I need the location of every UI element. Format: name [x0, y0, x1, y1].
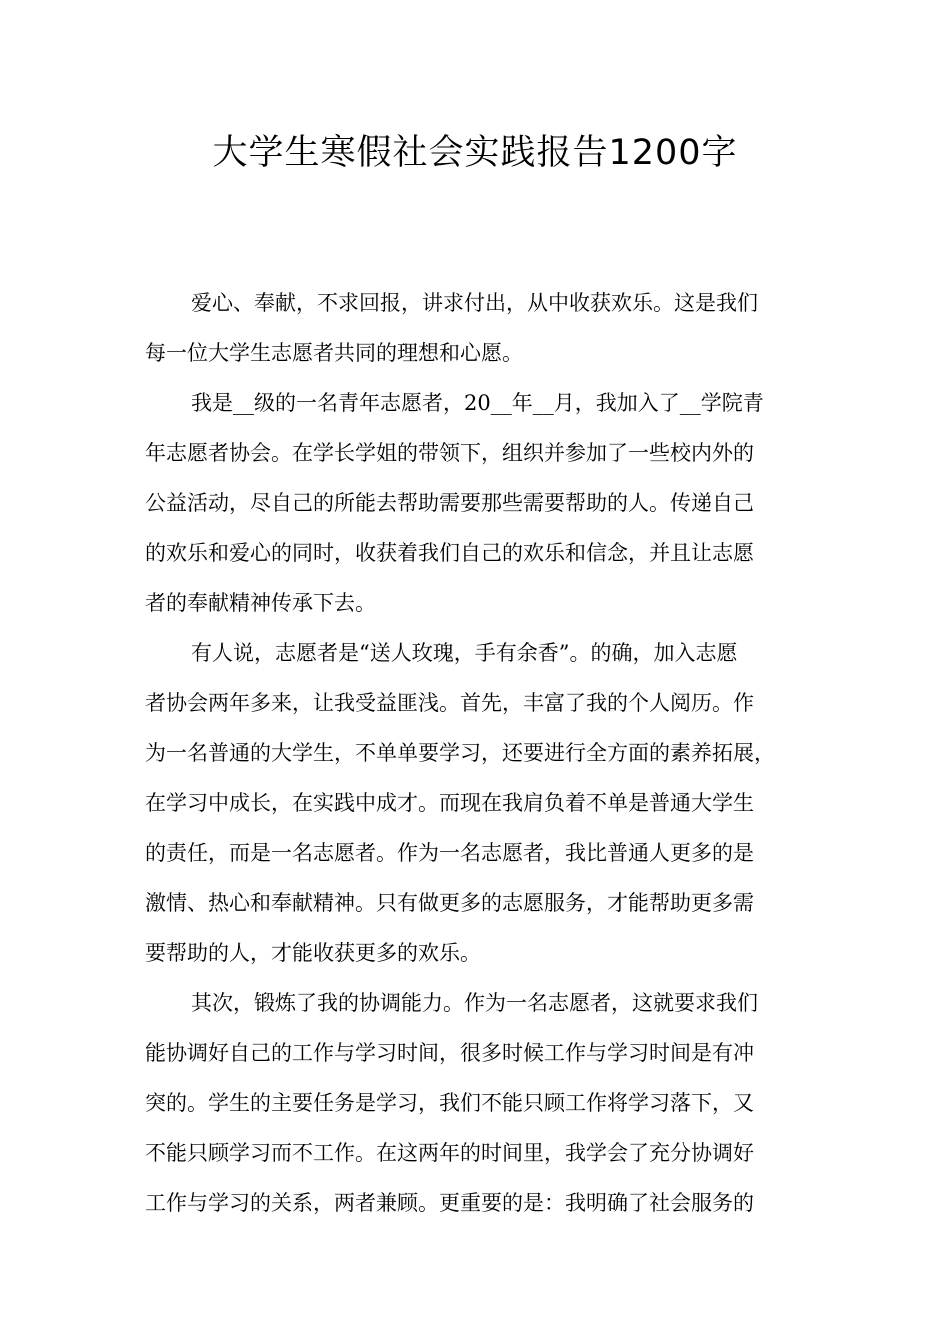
text-line: 不能只顾学习而不工作。在这两年的时间里，我学会了充分协调好 [145, 1141, 754, 1165]
paragraph [145, 385, 825, 635]
document-title: 大学生寒假社会实践报告1200字 [212, 133, 738, 173]
text-line: 的欢乐和爱心的同时，收获着我们自己的欢乐和信念，并且让志愿 [145, 541, 754, 565]
text-line: 的责任，而是一名志愿者。作为一名志愿者，我比普通人更多的是 [145, 841, 754, 865]
text-line: 其次，锻炼了我的协调能力。作为一名志愿者，这就要求我们 [191, 991, 758, 1015]
text-line: 年志愿者协会。在学长学姐的带领下，组织并参加了一些校内外的 [145, 441, 754, 465]
text-line: 有人说，志愿者是“送人玫瑰，手有余香”。的确，加入志愿 [191, 641, 738, 665]
paragraph [145, 985, 825, 1235]
text-line: 每一位大学生志愿者共同的理想和心愿。 [145, 341, 523, 365]
text-line: 者协会两年多来，让我受益匪浅。首先，丰富了我的个人阅历。作 [145, 691, 754, 715]
paragraph [145, 285, 825, 385]
document-body [145, 285, 825, 1235]
text-line: 激情、热心和奉献精神。只有做更多的志愿服务，才能帮助更多需 [145, 891, 754, 915]
text-line: 要帮助的人，才能收获更多的欢乐。 [145, 941, 481, 965]
paragraph [145, 635, 825, 985]
text-line: 工作与学习的关系，两者兼顾。更重要的是：我明确了社会服务的 [145, 1191, 754, 1215]
text-line: 突的。学生的主要任务是学习，我们不能只顾工作将学习落下，又 [145, 1091, 754, 1115]
text-line: 能协调好自己的工作与学习时间，很多时候工作与学习时间是有冲 [145, 1041, 754, 1065]
text-line: 我是__级的一名青年志愿者，20__年__月，我加入了__学院青 [191, 391, 764, 415]
text-line: 在学习中成长，在实践中成才。而现在我肩负着不单是普通大学生 [145, 791, 754, 815]
text-line: 公益活动，尽自己的所能去帮助需要那些需要帮助的人。传递自己 [145, 491, 754, 515]
text-line: 为一名普通的大学生，不单单要学习，还要进行全方面的素养拓展， [145, 741, 775, 765]
text-line: 者的奉献精神传承下去。 [145, 591, 376, 615]
text-line: 爱心、奉献，不求回报，讲求付出，从中收获欢乐。这是我们 [191, 291, 758, 315]
